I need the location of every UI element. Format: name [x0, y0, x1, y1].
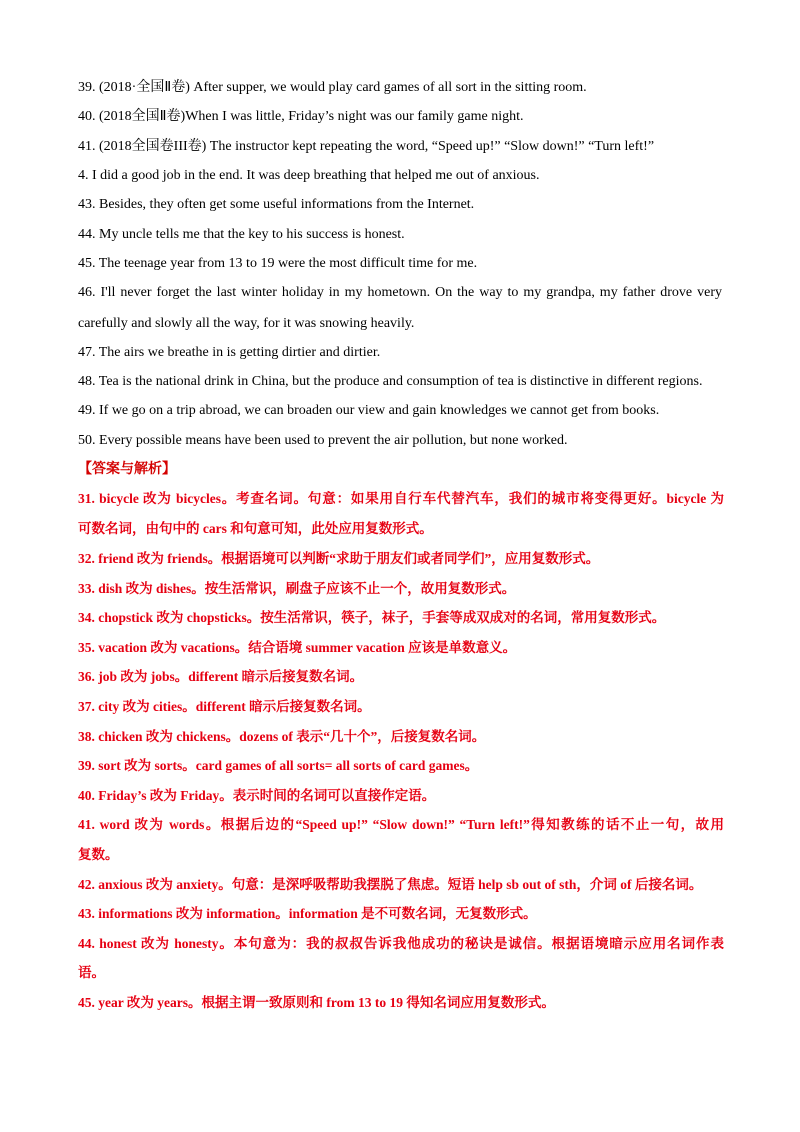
answer-42: 42. anxious 改为 anxiety。句意：是深呼吸帮助我摆脱了焦虑。短语 help sb out of sth，介词 of 后接名词。: [78, 877, 703, 892]
answer-31: 31. bicycle 改为 bicycles。考查名词。句意：如果用自行车代替汽车，我们的城市将变得更好。bicycle 为: [78, 491, 724, 506]
question-46-continuation: carefully and slowly all the way, for it was snowing heavily.: [78, 316, 415, 331]
question-50: 50. Every possible means have been used to prevent the air pollution, but none worked.: [78, 433, 568, 448]
answer-36: 36. job 改为 jobs。different 暗示后接复数名词。: [78, 669, 364, 684]
question-49: 49. If we go on a trip abroad, we can broaden our view and gain knowledges we cannot get from books.: [78, 403, 660, 418]
question-43: 43. Besides, they often get some useful informations from the Internet.: [78, 197, 475, 212]
question-39: 39. (2018·全国Ⅱ卷) After supper, we would play card games of all sort in the sitting room.: [78, 80, 587, 95]
question-48: 48. Tea is the national drink in China, but the produce and consumption of tea is distinctive in different regions.: [78, 374, 703, 389]
answer-34: 34. chopstick 改为 chopsticks。按生活常识，筷子，袜子，手套等成双成对的名词，常用复数形式。: [78, 610, 666, 625]
question-44: 44. My uncle tells me that the key to his success is honest.: [78, 227, 405, 242]
answer-31-continuation: 可数名词，由句中的 cars 和句意可知，此处应用复数形式。: [78, 521, 433, 536]
answer-35: 35. vacation 改为 vacations。结合语境 summer vacation 应该是单数意义。: [78, 640, 517, 655]
answer-32: 32. friend 改为 friends。根据语境可以判断“求助于朋友们或者同学们”，应用复数形式。: [78, 551, 600, 566]
answer-heading: 【答案与解析】: [78, 462, 176, 477]
answer-39: 39. sort 改为 sorts。card games of all sorts= all sorts of card games。: [78, 758, 479, 773]
question-46: 46. I'll never forget the last winter holiday in my hometown. On the way to my grandpa, my father drove very: [78, 285, 722, 300]
answer-37: 37. city 改为 cities。different 暗示后接复数名词。: [78, 699, 371, 714]
question-40: 40. (2018全国Ⅱ卷)When I was little, Friday’s night was our family game night.: [78, 109, 524, 124]
question-45: 45. The teenage year from 13 to 19 were the most difficult time for me.: [78, 256, 478, 271]
answer-33: 33. dish 改为 dishes。按生活常识，刷盘子应该不止一个，故用复数形式。: [78, 581, 516, 596]
answer-41: 41. word 改为 words。根据后边的“Speed up!” “Slow down!” “Turn left!”得知教练的话不止一句，故用: [78, 817, 724, 832]
answer-45: 45. year 改为 years。根据主谓一致原则和 from 13 to 19 得知名词应用复数形式。: [78, 995, 555, 1010]
answer-38: 38. chicken 改为 chickens。dozens of 表示“几十个”，后接复数名词。: [78, 729, 486, 744]
answer-40: 40. Friday’s 改为 Friday。表示时间的名词可以直接作定语。: [78, 788, 436, 803]
answer-41-continuation: 复数。: [78, 847, 119, 862]
question-42: 4. I did a good job in the end. It was deep breathing that helped me out of anxious.: [78, 168, 540, 183]
question-41: 41. (2018全国卷III卷) The instructor kept repeating the word, “Speed up!” “Slow down!” “Turn left!”: [78, 139, 655, 154]
answer-43: 43. informations 改为 information。information 是不可数名词，无复数形式。: [78, 906, 537, 921]
answer-44-continuation: 语。: [78, 965, 105, 980]
answer-44: 44. honest 改为 honesty。本句意为：我的叔叔告诉我他成功的秘诀是诚信。根据语境暗示应用名词作表: [78, 936, 724, 951]
question-47: 47. The airs we breathe in is getting dirtier and dirtier.: [78, 345, 381, 360]
